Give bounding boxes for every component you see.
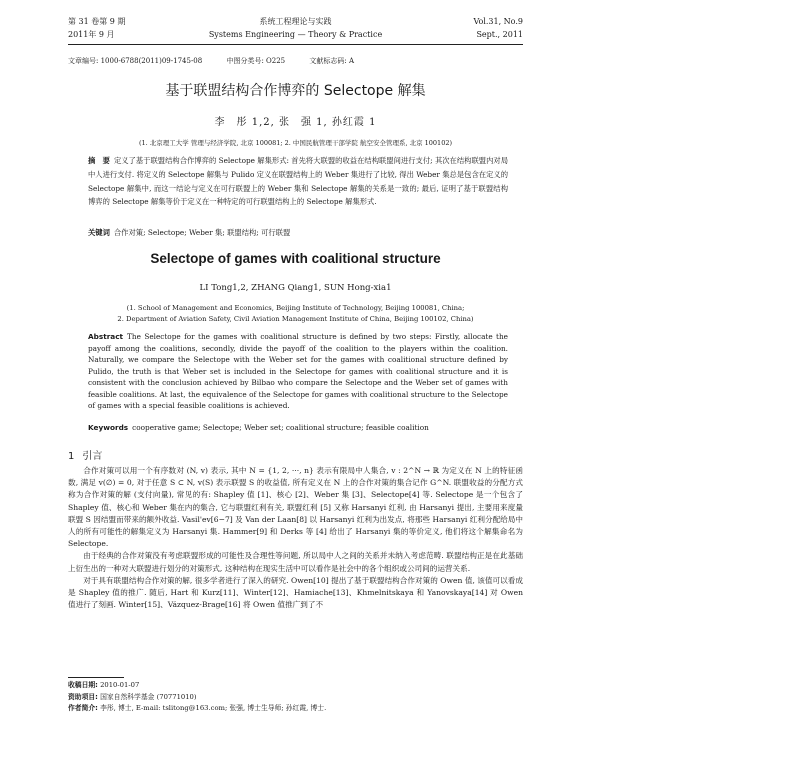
keywords-text-cn: 合作对策; Selectope; Weber 集; 联盟结构; 可行联盟 — [113, 228, 291, 237]
paragraph: 由于经典的合作对策没有考虑联盟形成的可能性及合理性等问题, 所以局中人之间的关系并未纳入考虑范畴. 联盟结构正是在此基础上衍生出的一种对大联盟进行划分的对策形式, 这种结构在现实生活中可以看作是社会中的各个组织或公司间的运营关系. — [68, 551, 523, 573]
funding-label: 资助项目: — [68, 692, 98, 701]
keywords-text-en: cooperative game; Selectope; Weber set; coalitional structure; feasible coalition — [132, 423, 429, 432]
affiliation-line: 2. Department of Aviation Safety, Civil Aviation Management Institute of China, Beijing 100102, China) — [117, 315, 474, 323]
paragraph: 对于具有联盟结构合作对策的解, 很多学者进行了深入的研究. Owen[10] 提出了基于联盟结构合作对策的 Owen 值, 该值可以看成是 Shapley 值的推广. 随后, Hart 和 Kurz[11]、Winter[12]、Hamiache[13]、Khmelnitskaya 和 Yanovskaya[14] 对 Owen 值进行了刻画. Winter[15]、Vázquez-Brage[16] 将 Owen 值推广到了不 — [68, 575, 523, 610]
footnote — [68, 680, 523, 715]
author-bio — [68, 703, 523, 715]
body-text — [68, 465, 523, 611]
section-heading — [68, 447, 110, 462]
footnote-rule — [68, 677, 124, 678]
abstract-text-cn: 定义了基于联盟结构合作博弈的 Selectope 解集形式: 首先将大联盟的收益在结构联盟间进行支付; 其次在结构联盟内对局中人进行支付. 将定义的 Selectope 解集与 Pulido 定义在联盟结构上的 Weber 集进行了比较, 得出 Weber 集总是包含在定义的 Selectope 解集中, 而这一结论与定义在可行联盟上的 Weber 集和 Selectope 解集的关系是一致的; 最后, 证明了基于联盟结构博弈的 Selectope 解集等价于定义在一种特定的可行联盟结构上的 Selectope 解集形式. — [88, 156, 509, 207]
section-title: 引言 — [82, 451, 103, 462]
header-right — [473, 15, 523, 41]
abstract-english — [88, 331, 508, 412]
authors-english: LI Tong1,2, ZHANG Qiang1, SUN Hong-xia1 — [199, 283, 392, 293]
abstract-label-en: Abstract — [88, 332, 124, 341]
affiliation-english — [68, 303, 523, 325]
issue-date-cn: 2011年 9 月 — [68, 30, 115, 39]
funding-value: 国家自然科学基金 (70771010) — [100, 692, 197, 701]
journal-name-en: Systems Engineering — Theory & Practice — [208, 30, 383, 39]
received-label: 收稿日期: — [68, 681, 98, 689]
abstract-text-en: The Selectope for the games with coalitional structure is defined by two steps: Firstly, allocate the payoff among the coalitions, secondly, divide the payoff of the coalition to the players within the coalition. Naturally, we compare the Selectope with the Weber set for the games with coalitional structure defined by Pulido, the truth is that Weber set is included in the Selectope for games with coalitional structure and it is consistent with the conclusion achieved by Bilbao who compare the Selectope and the Weber set of games with feasible coalitions. At last, the equivalence of the Selectope for games with coalitional structure to the Selectope of games with a special feasible coalitions is achieved. — [88, 332, 508, 410]
article-meta — [68, 56, 376, 66]
funding — [68, 692, 523, 704]
abstract-label-cn: 摘 要 — [88, 156, 110, 165]
paragraph: 合作对策可以用一个有序数对 (N, v) 表示, 其中 N = {1, 2, ···, n} 表示有限局中人集合, v : 2^N → ℝ 为定义在 N 上的特征函数, 满足 v(∅) = 0, 对于任意 S ⊂ N, v(S) 表示联盟 S 的收益值, 所有定义在 N 上的合作对策的集合记作 G^N. 联盟收益的分配方式称为合作对策的解 (支付向量), 常见的有: Shapley 值 [1]、核心 [2]、Weber 集 [3]、Selectope[4] 等. Selectope 是一个包含了 Shapley 值、核心和 Weber 集在内的集合, 它与联盟红利有关, 联盟红利 [5] 又称 Harsanyi 红利, 由 Harsanyi 提出, 主要用来度量联盟 S 因结盟而带来的额外收益. Vasil'ev[6−7] 及 Van der Laan[8] 以 Harsanyi 红利为出发点, 将那些 Harsanyi 红利分配给局中人的所有可能性的解集定义为 Harsanyi 集. Hammer[9] 和 Derks 等 [4] 给出了 Harsanyi 集的等价定义, 他们将这个解集命名为 Selectope. — [68, 466, 523, 549]
authors-chinese: 李 彤 1,2, 张 强 1, 孙红霞 1 — [214, 117, 377, 128]
document-code: 文献标志码: A — [309, 57, 355, 65]
keywords-label-en: Keywords — [88, 423, 129, 432]
author-bio-value: 李彤, 博士, E-mail: tslitong@163.com; 张强, 博士生导师; 孙红霞, 博士. — [100, 704, 327, 712]
keywords-english — [88, 423, 508, 432]
article-number: 文章编号: 1000-6788(2011)09-1745-08 — [68, 57, 203, 65]
volume-en: Vol.31, No.9 — [473, 17, 523, 26]
received-date — [68, 680, 523, 692]
journal-name-cn: 系统工程理论与实践 — [259, 17, 332, 26]
affiliation-line: (1. School of Management and Economics, Beijing Institute of Technology, Beijing 100081, China; — [126, 304, 465, 312]
issue-date-en: Sept., 2011 — [476, 30, 523, 39]
title-english: Selectope of games with coalitional structure — [150, 251, 441, 266]
keywords-chinese — [88, 228, 508, 238]
author-bio-label: 作者简介: — [68, 704, 98, 712]
abstract-chinese — [88, 154, 508, 209]
header-rule — [68, 44, 523, 45]
clc-number: 中图分类号: O225 — [226, 57, 286, 65]
volume-issue: 第 31 卷第 9 期 — [68, 17, 126, 26]
affiliation-chinese: (1. 北京理工大学 管理与经济学院, 北京 100081; 2. 中国民航管理干部学院 航空安全管理系, 北京 100102) — [138, 139, 453, 147]
keywords-label-cn: 关键词 — [88, 228, 110, 237]
title-chinese: 基于联盟结构合作博弈的 Selectope 解集 — [165, 83, 426, 99]
section-number: 1 — [68, 451, 75, 462]
header-center — [68, 15, 523, 41]
received-value: 2010-01-07 — [100, 681, 140, 689]
